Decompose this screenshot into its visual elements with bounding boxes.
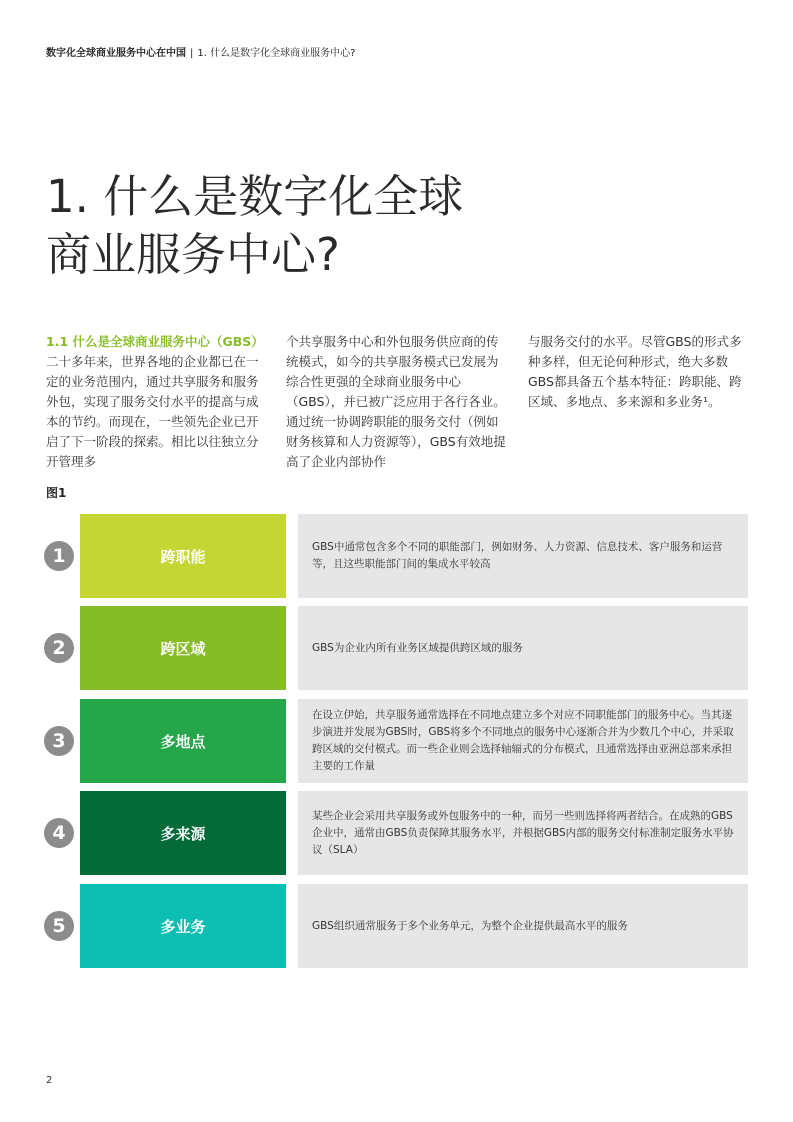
number-badge: 5 [44, 911, 74, 941]
page-title-line-1: 1. 什么是数字化全球 [46, 170, 464, 223]
feature-description [298, 791, 748, 875]
feature-description-text: GBS中通常包含多个不同的职能部门，例如财务、人力资源、信息技术、客户服务和运营等，且这些职能部门间的集成水平较高 [312, 541, 723, 570]
feature-description-text: GBS为企业内所有业务区域提供跨区域的服务 [312, 641, 523, 654]
feature-label-box: 多地点 [80, 699, 286, 783]
header-publication-title: 数字化全球商业服务中心在中国 [46, 48, 186, 59]
figure-label: 图1 [46, 486, 67, 500]
feature-description-text: 在设立伊始，共享服务通常选择在不同地点建立多个对应不同职能部门的服务中心。当其逐步演进并发展为GBS时，GBS将多个不同地点的服务中心逐渐合并为少数几个中心，并采取跨区域的交付模式。而一些企业则会选择轴辐式的分布模式，且通常选择由亚洲总部来承担主要的工作量 [312, 709, 734, 772]
figure-row [0, 606, 793, 690]
body-text-1: 二十多年来，世界各地的企业都已在一定的业务范围内，通过共享服务和服务外包，实现了服务交付水平的提高与成本的节约。而现在，一些领先企业已开启了下一阶段的探索。相比以往独立分开管理多 [46, 354, 259, 469]
body-column-3 [528, 332, 748, 412]
body-text-3: 与服务交付的水平。尽管GBS的形式多种多样，但无论何种形式，绝大多数GBS都具备五个基本特征：跨职能、跨区域、多地点、多来源和多业务¹。 [528, 334, 742, 409]
feature-description [298, 606, 748, 690]
feature-description [298, 699, 748, 783]
page-number: 2 [46, 1075, 53, 1086]
page-title-line-2: 商业服务中心? [46, 228, 340, 281]
feature-description [298, 884, 748, 968]
header-separator: | [190, 48, 194, 59]
feature-label-box: 多业务 [80, 884, 286, 968]
feature-label-box: 跨职能 [80, 514, 286, 598]
number-badge: 3 [44, 726, 74, 756]
header-section-title: 1. 什么是数字化全球商业服务中心? [197, 48, 356, 59]
figure-row [0, 791, 793, 875]
feature-description-text: 某些企业会采用共享服务或外包服务中的一种，而另一些则选择将两者结合。在成熟的GBS企业中，通常由GBS负责保障其服务水平，并根据GBS内部的服务交付标准制定服务水平协议（SLA） [312, 809, 734, 856]
page-title [46, 168, 566, 284]
section-subhead: 1.1 什么是全球商业服务中心（GBS） [46, 334, 264, 349]
feature-label-box: 多来源 [80, 791, 286, 875]
running-header [46, 44, 355, 59]
number-badge: 1 [44, 541, 74, 571]
number-badge: 4 [44, 818, 74, 848]
feature-label-box: 跨区域 [80, 606, 286, 690]
body-column-1 [46, 332, 266, 472]
number-badge: 2 [44, 633, 74, 663]
figure-row [0, 699, 793, 783]
body-text-2: 个共享服务中心和外包服务供应商的传统模式，如今的共享服务模式已发展为综合性更强的全球商业服务中心（GBS），并已被广泛应用于各行各业。通过统一协调跨职能的服务交付（例如财务核算和人力资源等），GBS有效地提高了企业内部协作 [286, 334, 506, 469]
figure-row [0, 514, 793, 598]
feature-description-text: GBS组织通常服务于多个业务单元，为整个企业提供最高水平的服务 [312, 919, 628, 932]
feature-description [298, 514, 748, 598]
body-column-2 [286, 332, 506, 472]
figure-row [0, 884, 793, 968]
